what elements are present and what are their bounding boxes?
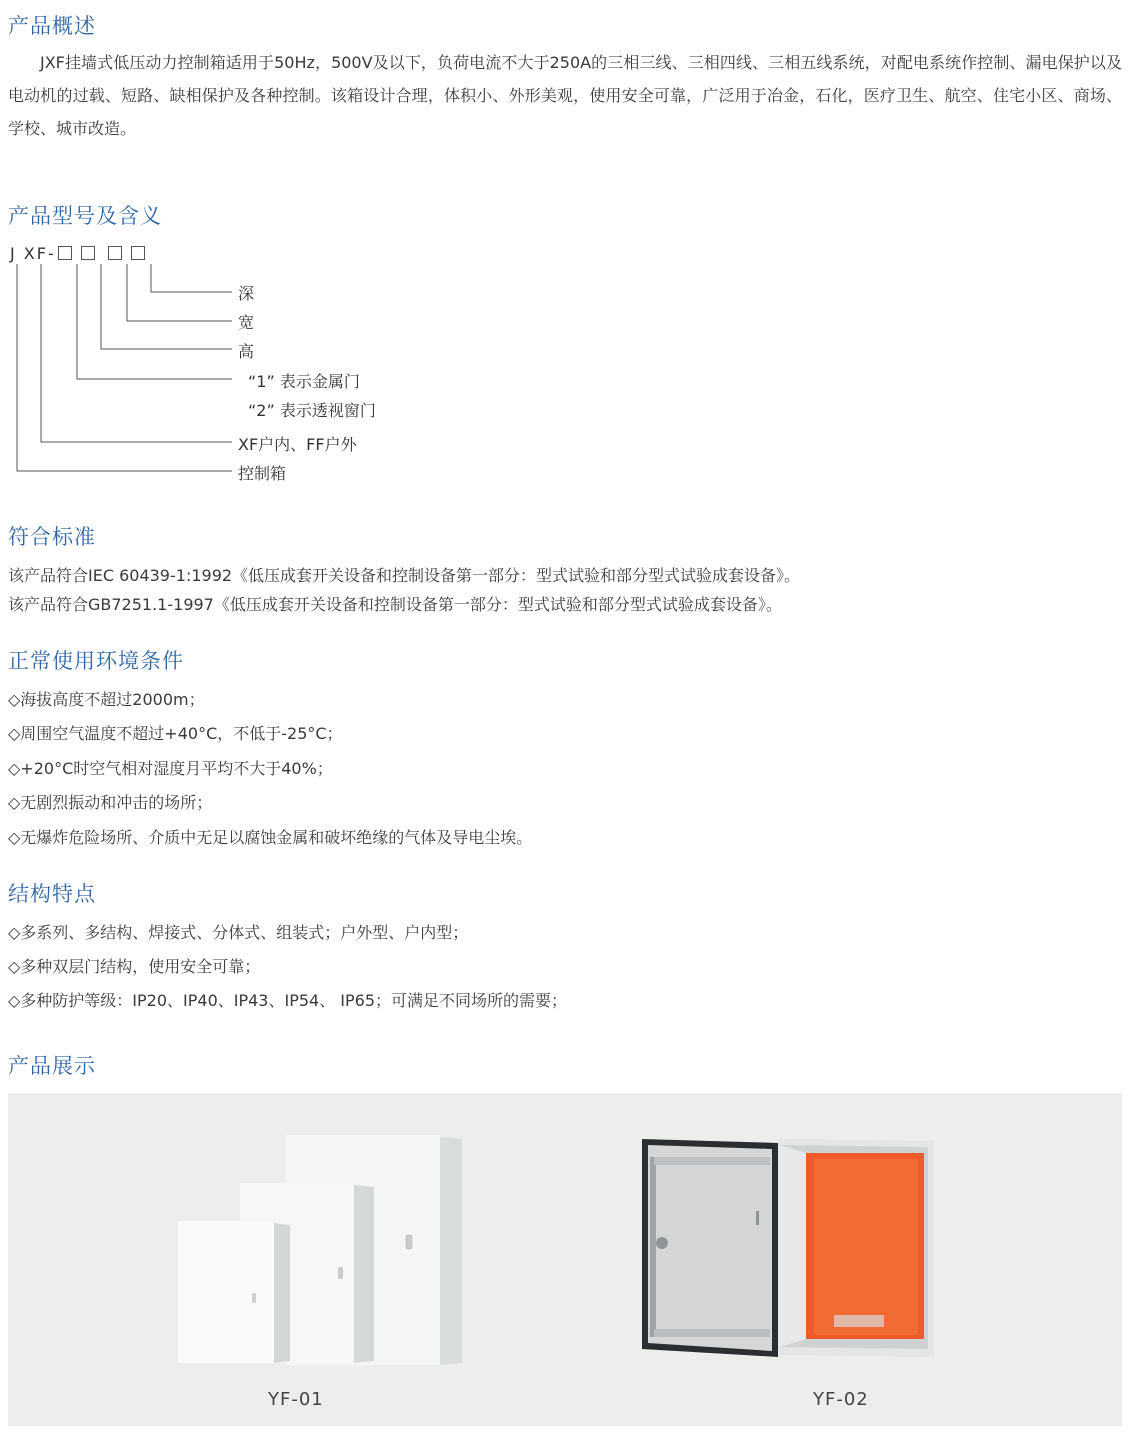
- standard-line: 该产品符合IEC 60439-1:1992《低压成套开关设备和控制设备第一部分：型式试验和部分型式试验成套设备》。: [8, 566, 801, 585]
- product-image-yf01: [168, 1131, 478, 1371]
- label-door-metal: “1” 表示金属门: [248, 372, 360, 391]
- section-title-structure: 结构特点: [8, 882, 96, 906]
- model-box-depth: [131, 246, 145, 260]
- model-box-height: [81, 246, 95, 260]
- environment-item: ◇周围空气温度不超过+40°C，不低于-25°C；: [8, 724, 343, 743]
- label-height: 高: [238, 342, 255, 361]
- section-title-environment: 正常使用环境条件: [8, 649, 184, 673]
- section-title-overview: 产品概述: [8, 14, 96, 38]
- standard-line: 该产品符合GB7251.1-1997《低压成套开关设备和控制设备第一部分：型式试验和部分型式试验成套设备》。: [8, 595, 782, 614]
- model-code-prefix: J XF-: [10, 244, 56, 263]
- structure-item: ◇多种双层门结构，使用安全可靠；: [8, 957, 261, 976]
- product-caption-yf01: YF-01: [268, 1389, 324, 1410]
- label-indoor-outdoor: XF户内、FF户外: [238, 435, 357, 454]
- structure-item: ◇多种防护等级：IP20、IP40、IP43、IP54、 IP65；可满足不同场所的需要；: [8, 991, 568, 1010]
- model-code: [10, 244, 154, 263]
- environment-item: ◇海拔高度不超过2000m；: [8, 690, 205, 709]
- environment-item: ◇+20°C时空气相对湿度月平均不大于40%；: [8, 759, 333, 778]
- section-title-model: 产品型号及含义: [8, 204, 162, 228]
- product-gallery: [8, 1093, 1122, 1426]
- structure-item: ◇多系列、多结构、焊接式、分体式、组装式；户外型、户内型；: [8, 923, 469, 942]
- model-box-door: [58, 246, 72, 260]
- overview-paragraph: JXF挂墙式低压动力控制箱适用于50Hz，500V及以下，负荷电流不大于250A的三相三线、三相四线、三相五线系统，对配电系统作控制、漏电保护以及电动机的过载、短路、缺相保护及各种控制。该箱设计合理，体积小、外形美观，使用安全可靠，广泛用于冶金，石化，医疗卫生、航空、住宅小区、商场、学校、城市改造。: [8, 53, 1122, 138]
- label-depth: 深: [238, 284, 255, 303]
- section-title-standards: 符合标准: [8, 525, 96, 549]
- label-door-window: “2” 表示透视窗门: [248, 401, 376, 420]
- section-title-showcase: 产品展示: [8, 1054, 96, 1078]
- model-box-width: [108, 246, 122, 260]
- product-caption-yf02: YF-02: [813, 1389, 869, 1410]
- label-width: 宽: [238, 313, 255, 332]
- environment-item: ◇无爆炸危险场所、介质中无足以腐蚀金属和破坏绝缘的气体及导电尘埃。: [8, 828, 533, 847]
- environment-item: ◇无剧烈振动和冲击的场所；: [8, 793, 213, 812]
- product-image-yf02: [638, 1135, 938, 1365]
- label-control-box: 控制箱: [238, 464, 287, 483]
